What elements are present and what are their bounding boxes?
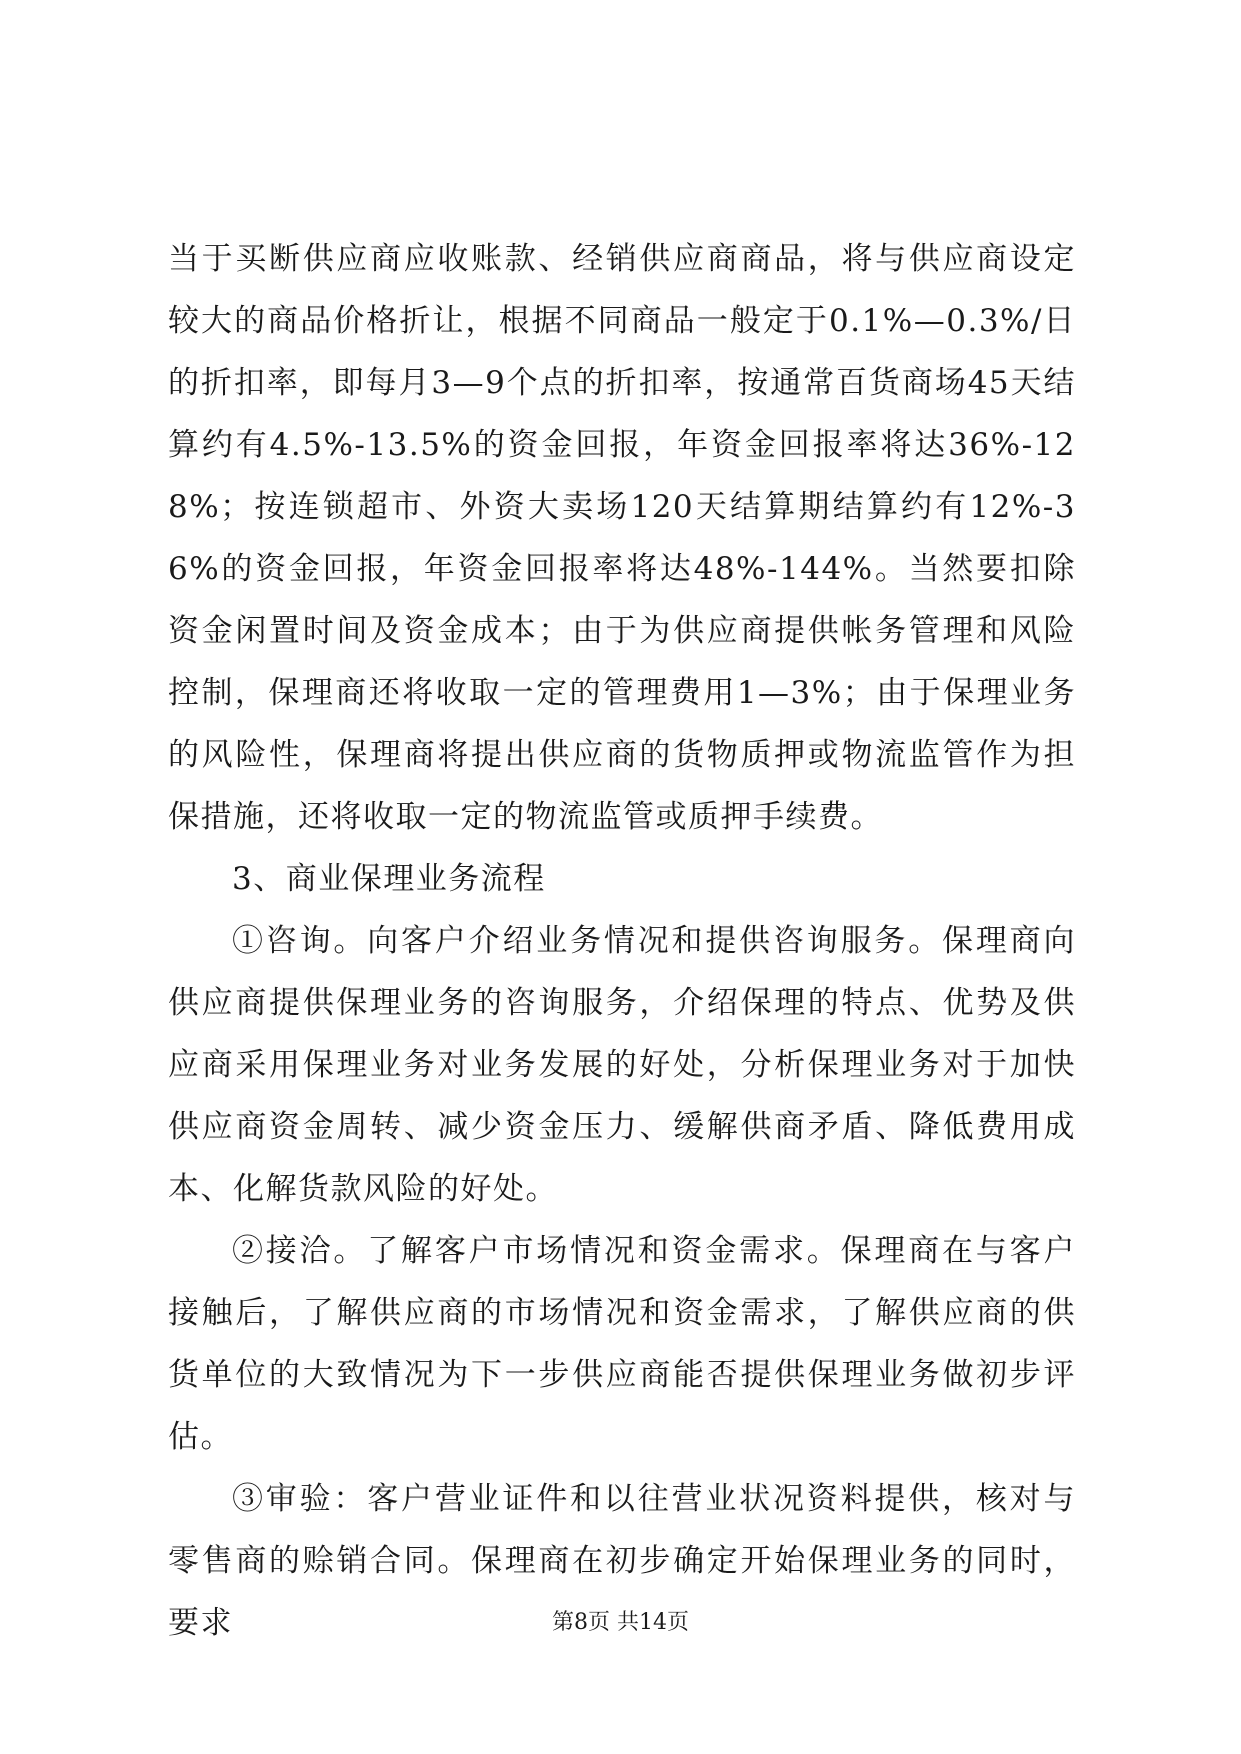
paragraph-contact: ②接洽。了解客户市场情况和资金需求。保理商在与客户接触后，了解供应商的市场情况和资金需求，了解供应商的供货单位的大致情况为下一步供应商能否提供保理业务做初步评估。 (168, 1233, 1076, 1455)
paragraph-consulting: ①咨询。向客户介绍业务情况和提供咨询服务。保理商向供应商提供保理业务的咨询服务，介绍保理的特点、优势及供应商采用保理业务对业务发展的好处，分析保理业务对于加快供应商资金周转、减少资金压力、缓解供商矛盾、降低费用成本、化解货款风险的好处。 (168, 923, 1076, 1207)
paragraph-continuation: 当于买断供应商应收账款、经销供应商商品，将与供应商设定较大的商品价格折让，根据不同商品一般定于0.1%—0.3%/日的折扣率，即每月3—9个点的折扣率，按通常百货商场45天结算约有4.5%-13.5%的资金回报，年资金回报率将达36%-128%；按连锁超市、外资大卖场120天结算期结算约有12%-36%的资金回报，年资金回报率将达48%-144%。当然要扣除资金闲置时间及资金成本；由于为供应商提供帐务管理和风险控制，保理商还将收取一定的管理费用1—3%；由于保理业务的风险性，保理商将提出供应商的货物质押或物流监管作为担保措施，还将收取一定的物流监管或质押手续费。 (168, 241, 1076, 835)
section-heading: 3、商业保理业务流程 (232, 861, 546, 897)
page-number-footer: 第8页 共14页 (552, 1610, 689, 1635)
paragraph-verification: ③审验：客户营业证件和以往营业状况资料提供，核对与零售商的赊销合同。保理商在初步确定开始保理业务的同时，要求 (168, 1481, 1076, 1641)
body-text (168, 228, 1076, 1654)
